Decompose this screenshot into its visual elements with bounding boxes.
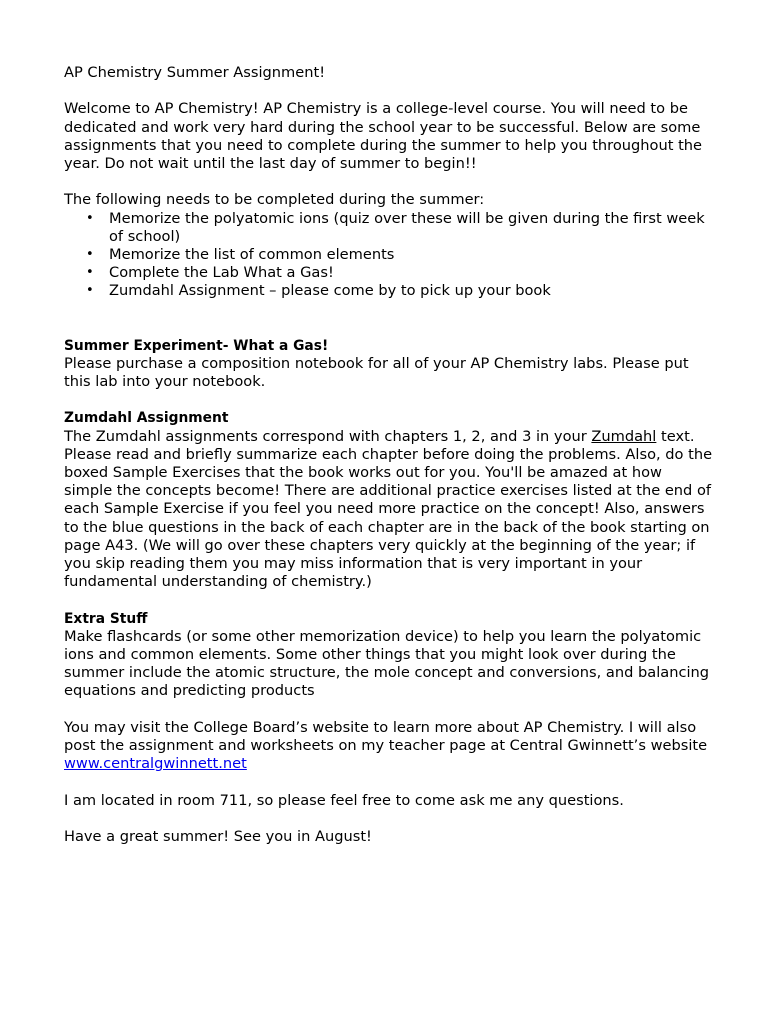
tasks-lead: The following needs to be completed during the summer: (64, 191, 485, 209)
zumdahl-book-link[interactable]: Zumdahl (591, 427, 657, 445)
zumdahl-heading: Zumdahl Assignment (64, 410, 229, 427)
spacer (64, 810, 714, 828)
website-link[interactable]: www.centralgwinnett.net (64, 755, 247, 773)
zumdahl-body (64, 428, 714, 592)
spacer (64, 173, 714, 191)
extra-body: Make flashcards (or some other memorization device) to help you learn the polyatomic ions and common elements. Some other things that you might look over during the summer include the atomic structure, the mole concept and conversions, and balancing equations and predicting products (64, 627, 710, 700)
spacer (64, 701, 714, 719)
visit-link-line (64, 755, 714, 773)
intro-paragraph: Welcome to AP Chemistry! AP Chemistry is a college-level course. You will need to be dedicated and work very hard during the school year to be successful. Below are some assignments that you need to complete during the summer to help you throughout the year. Do not wait until the last day of summer to begin!! (64, 100, 703, 172)
task-item (86, 246, 714, 264)
spacer (64, 82, 714, 100)
spacer (64, 391, 714, 409)
experiment-heading: Summer Experiment- What a Gas! (64, 337, 329, 354)
task-list (64, 210, 714, 301)
task-item (86, 210, 714, 246)
visit-paragraph: You may visit the College Board’s website to learn more about AP Chemistry. I will also post the assignment and worksheets on my teacher page at Central Gwinnett’s website (64, 718, 708, 755)
task-text: Memorize the polyatomic ions (quiz over these will be given during the first week of school) (109, 209, 705, 245)
zumdahl-body-rest: text. Please read and briefly summarize each chapter before doing the problems. Also, do the boxed Sample Exercises that the book works out for you. You'll be amazed at how simple the concepts become! There are additional practice exercises listed at the end of each Sample Exercise if you feel you need more practice on the concept! Also, answers to the blue questions in the back of each chapter are in the back of the book starting on page A43. (We will go over these chapters very quickly at the beginning of the year; if you skip reading them you may miss information that is very important in your fundamental understanding of chemistry.) (64, 427, 713, 591)
experiment-body: Please purchase a composition notebook for all of your AP Chemistry labs. Please put this lab into your notebook. (64, 354, 689, 391)
bullet-icon: • (86, 283, 94, 299)
bullet-icon: • (86, 247, 94, 262)
extra-heading: Extra Stuff (64, 610, 148, 627)
task-item (86, 264, 714, 282)
document-title: AP Chemistry Summer Assignment! (64, 64, 326, 81)
task-text: Complete the Lab What a Gas! (109, 264, 334, 282)
task-item (86, 282, 714, 300)
room-paragraph: I am located in room 711, so please feel free to come ask me any questions. (64, 791, 624, 809)
task-text: Zumdahl Assignment – please come by to pick up your book (109, 282, 551, 300)
zumdahl-body-start: The Zumdahl assignments correspond with chapters 1, 2, and 3 in your (64, 427, 592, 445)
closing-paragraph: Have a great summer! See you in August! (64, 828, 372, 846)
spacer (64, 773, 714, 791)
spacer (64, 301, 714, 337)
bullet-icon: • (86, 210, 94, 226)
spacer (64, 591, 714, 609)
bullet-icon: • (86, 265, 94, 281)
task-text: Memorize the list of common elements (109, 246, 395, 263)
